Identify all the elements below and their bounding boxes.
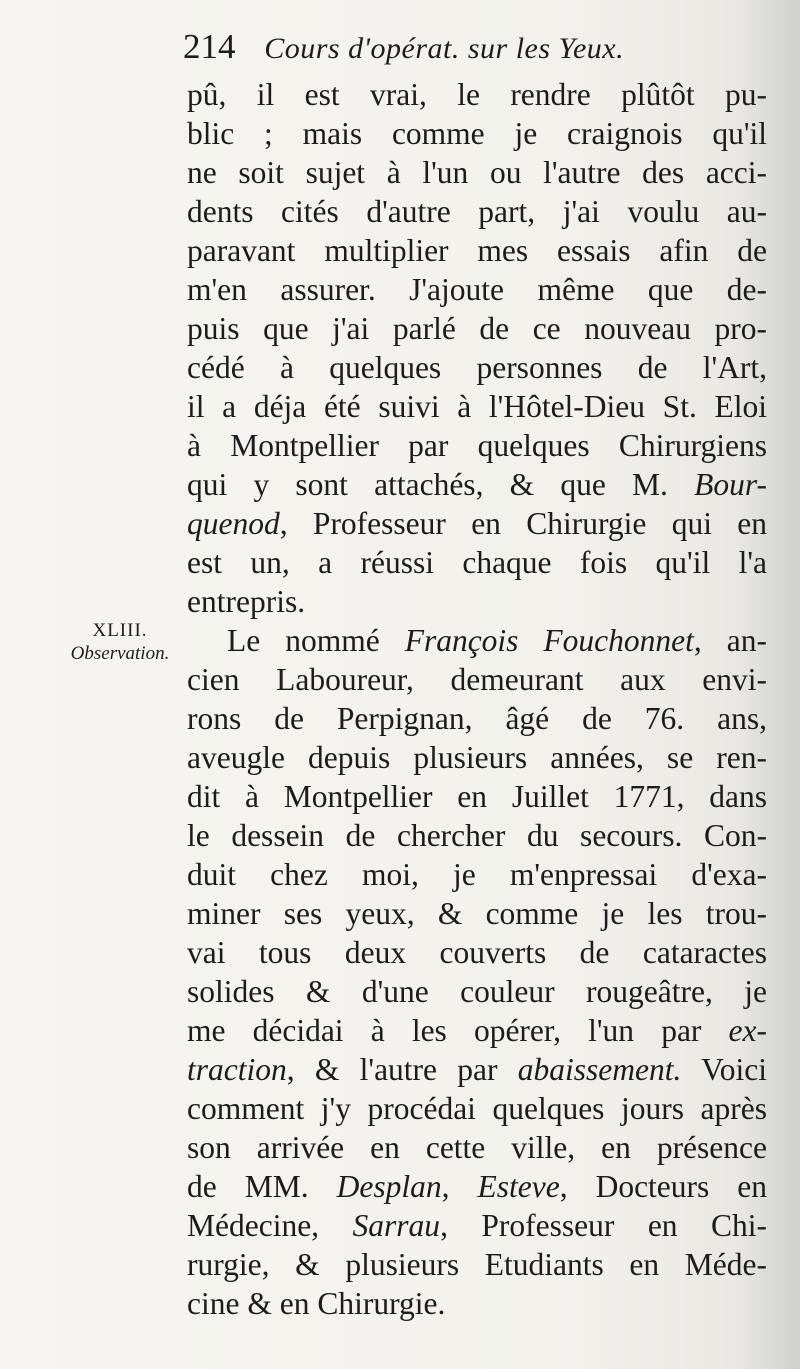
text-line (187, 114, 767, 153)
text-segment: , an- (693, 623, 767, 658)
text-segment: ne soit sujet à l'un ou l'autre des acci- (187, 155, 767, 190)
text-line (187, 1089, 767, 1128)
text-segment: , Professeur en Chirurgie qui en (279, 506, 767, 541)
text-line (187, 504, 767, 543)
italic-text: François Fouchonnet (404, 623, 694, 658)
text-segment: , Docteurs en (559, 1169, 767, 1204)
text-segment: cien Laboureur, demeurant aux envi- (187, 662, 767, 697)
text-line (187, 777, 767, 816)
text-line (187, 738, 767, 777)
text-segment: , Professeur en Chi- (440, 1208, 767, 1243)
text-line (187, 270, 767, 309)
text-line (187, 1167, 767, 1206)
text-segment: me décidai à les opérer, l'un par (187, 1013, 729, 1048)
text-line (187, 543, 767, 582)
text-segment: , & l'autre par (286, 1052, 518, 1087)
text-segment: qui y sont attachés, & que M. (187, 467, 695, 502)
text-line (187, 1245, 767, 1284)
text-line (187, 348, 767, 387)
text-line (187, 387, 767, 426)
running-header (183, 22, 768, 72)
italic-text: Desplan (336, 1169, 442, 1204)
text-segment: blic ; mais comme je craignois qu'il (187, 116, 767, 151)
text-segment: pû, il est vrai, le rendre plûtôt pu- (187, 77, 767, 112)
text-line (187, 582, 767, 621)
text-segment: il a déja été suivi à l'Hôtel-Dieu St. Eloi (187, 389, 767, 424)
text-line (187, 465, 767, 504)
text-segment: , (441, 1169, 478, 1204)
text-line (187, 309, 767, 348)
text-segment: paravant multiplier mes essais afin de (187, 233, 767, 268)
text-segment: est un, a réussi chaque fois qu'il l'a (187, 545, 767, 580)
text-segment: dents cités d'autre part, j'ai voulu au- (187, 194, 767, 229)
text-segment: son arrivée en cette ville, en présence (187, 1130, 767, 1165)
text-line (187, 816, 767, 855)
text-segment: miner ses yeux, & comme je les trou- (187, 896, 767, 931)
italic-text: abaissement. (517, 1052, 682, 1087)
italic-text: ex- (728, 1013, 767, 1048)
text-line (187, 1128, 767, 1167)
text-segment: à Montpellier par quelques Chirurgiens (187, 428, 767, 463)
text-segment: Le nommé (227, 623, 405, 658)
text-line (187, 1284, 767, 1323)
text-line (187, 1050, 767, 1089)
observation-label: Observation. (70, 643, 170, 664)
text-line (187, 894, 767, 933)
text-segment: rurgie, & plusieurs Etudiants en Méde- (187, 1247, 767, 1282)
text-segment: Médecine, (187, 1208, 353, 1243)
text-segment: m'en assurer. J'ajoute même que de- (187, 272, 767, 307)
text-line (187, 153, 767, 192)
page-number: 214 (183, 27, 236, 66)
text-line (187, 855, 767, 894)
text-segment: de MM. (187, 1169, 337, 1204)
text-line (187, 933, 767, 972)
text-line (187, 231, 767, 270)
text-line (187, 1206, 767, 1245)
text-segment: dit à Montpellier en Juillet 1771, dans (187, 779, 767, 814)
text-line (187, 972, 767, 1011)
observation-number: XLIII. (92, 620, 148, 641)
italic-text: Sarrau (352, 1208, 441, 1243)
text-segment: cédé à quelques personnes de l'Art, (187, 350, 767, 385)
text-line (187, 660, 767, 699)
text-segment: entrepris. (187, 584, 306, 619)
text-line (187, 426, 767, 465)
text-line (187, 75, 767, 114)
italic-text: traction (187, 1052, 287, 1087)
text-segment: solides & d'une couleur rougeâtre, je (187, 974, 767, 1009)
italic-text: Esteve (477, 1169, 560, 1204)
italic-text: Bour- (694, 467, 767, 502)
running-title: Cours d'opérat. sur les Yeux. (264, 32, 625, 65)
text-segment: duit chez moi, je m'enpressai d'exa- (187, 857, 767, 892)
text-line (187, 621, 767, 660)
text-segment: le dessein de chercher du secours. Con- (187, 818, 767, 853)
body-text (187, 75, 767, 1323)
text-line (187, 699, 767, 738)
text-segment: rons de Perpignan, âgé de 76. ans, (187, 701, 767, 736)
text-segment: comment j'y procédai quelques jours après (187, 1091, 767, 1126)
italic-text: quenod (187, 506, 280, 541)
text-line (187, 1011, 767, 1050)
text-segment: cine & en Chirurgie. (187, 1286, 446, 1321)
text-segment: vai tous deux couverts de cataractes (187, 935, 767, 970)
text-segment: Voici (681, 1052, 767, 1087)
text-segment: aveugle depuis plusieurs années, se ren- (187, 740, 767, 775)
text-segment: puis que j'ai parlé de ce nouveau pro- (187, 311, 767, 346)
text-line (187, 192, 767, 231)
